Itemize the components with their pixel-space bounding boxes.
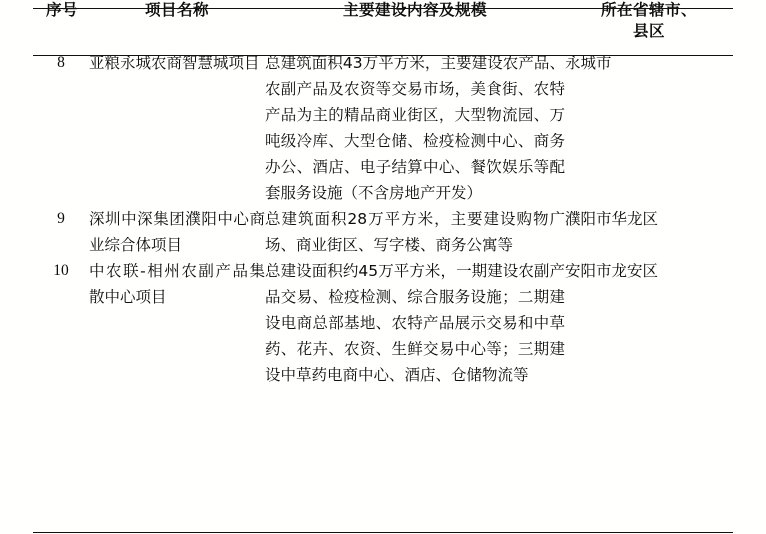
table-row — [33, 206, 733, 258]
table-header-border — [33, 55, 733, 56]
table-bottom-border — [33, 532, 733, 533]
column-header-location-line2: 县区 — [632, 21, 665, 40]
column-header-seq: 序号 — [45, 1, 78, 19]
row-project-desc: 总建设面积约45万平方米，一期建设农副产品交易、检疫检测、综合服务设施；二期建设电商总部基地、农特产品展示交易和中草药、花卉、农资、生鲜交易中心等；三期建设中草药电商中心、酒店、仓储物流等 — [265, 262, 565, 385]
row-seq: 8 — [57, 54, 65, 71]
row-seq: 10 — [53, 262, 69, 280]
row-seq: 9 — [57, 210, 65, 228]
row-project-location: 安阳市龙安区 — [565, 262, 659, 281]
table-row — [33, 50, 733, 206]
row-project-desc: 总建筑面积28万平方米，主要建设购物广场、商业街区、写字楼、商务公寓等 — [265, 210, 565, 255]
row-project-location: 永城市 — [565, 54, 612, 72]
table-top-border — [33, 8, 733, 9]
column-header-name: 项目名称 — [144, 1, 209, 19]
project-list-table — [33, 0, 733, 388]
row-project-desc: 总建筑面积43万平方米，主要建设农产品、农副产品及农资等交易市场，美食街、农特产品为主的精品商业街区，大型物流园、万吨级冷库、大型仓储、检疫检测中心、商务办公、酒店、电子结算中心、餐饮娱乐等配套服务设施（不含房地产开发） — [265, 54, 565, 203]
row-project-name: 深圳中深集团濮阳中心商业综合体项目 — [89, 210, 265, 255]
row-project-name: 中农联-相州农副产品集散中心项目 — [89, 262, 265, 307]
table-row — [33, 258, 733, 388]
row-project-name: 亚粮永城农商智慧城项目 — [89, 54, 260, 72]
row-project-location: 濮阳市华龙区 — [565, 210, 659, 229]
column-header-location-line1: 所在省辖市、 — [600, 1, 697, 19]
column-header-desc: 主要建设内容及规模 — [342, 1, 487, 19]
